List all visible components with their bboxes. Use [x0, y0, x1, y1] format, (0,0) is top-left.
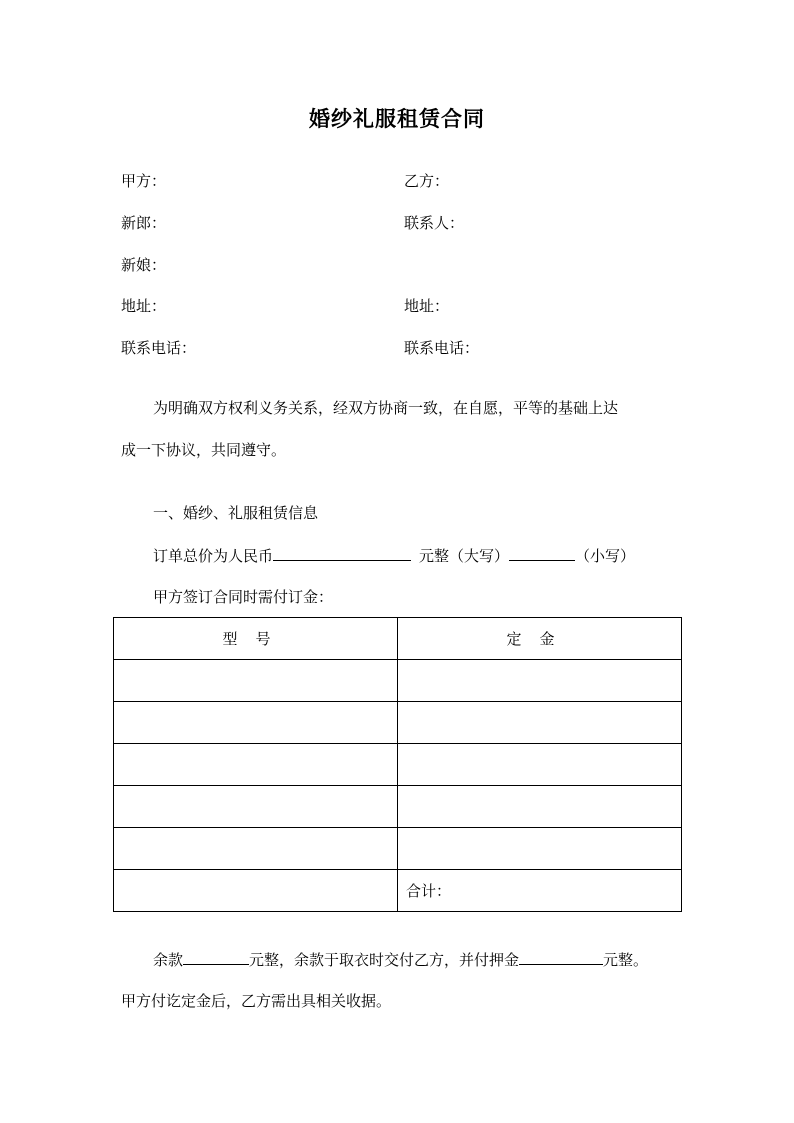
intro-line-1: 为明确双方权利义务关系，经双方协商一致，在自愿，平等的基础上达 — [153, 399, 619, 417]
cell-model — [114, 786, 398, 828]
order-total-line — [153, 544, 635, 566]
party-a-label: 甲方： — [121, 172, 167, 190]
cell-model — [114, 660, 398, 702]
address-b-label: 地址： — [404, 297, 450, 315]
cell-model — [114, 828, 398, 870]
address-a-label: 地址： — [121, 297, 167, 315]
order-total-suffix: （小写） — [575, 547, 636, 565]
total-label: 合计： — [398, 870, 682, 912]
document-title: 婚纱礼服租赁合同 — [309, 106, 485, 131]
party-b-label: 乙方： — [404, 172, 450, 190]
deposit-table — [113, 617, 682, 912]
table-header-row — [114, 618, 682, 660]
table-row — [114, 702, 682, 744]
balance-prefix: 余款 — [153, 951, 184, 969]
receipt-note: 甲方付讫定金后，乙方需出具相关收据。 — [121, 992, 392, 1010]
security-deposit-blank — [519, 948, 603, 965]
phone-a-label: 联系电话： — [121, 339, 197, 357]
cell-deposit — [398, 744, 682, 786]
balance-suffix: 元整。 — [603, 951, 649, 969]
intro-paragraph — [121, 387, 681, 471]
cell-deposit — [398, 660, 682, 702]
table-row — [114, 786, 682, 828]
phone-b-label: 联系电话： — [404, 339, 480, 357]
cell-model — [114, 744, 398, 786]
order-total-middle: 元整（大写） — [419, 547, 510, 565]
order-total-amount-blank — [273, 544, 411, 561]
table-row — [114, 744, 682, 786]
balance-middle: 元整，余款于取衣时交付乙方，并付押金 — [249, 951, 520, 969]
table-total-row — [114, 870, 682, 912]
header-model: 型号 — [114, 618, 398, 660]
cell-deposit — [398, 828, 682, 870]
cell-model — [114, 702, 398, 744]
cell-deposit — [398, 702, 682, 744]
contact-person-label: 联系人： — [404, 214, 465, 232]
order-total-prefix: 订单总价为人民币 — [153, 547, 274, 565]
balance-amount-blank — [183, 948, 249, 965]
balance-line — [153, 948, 648, 970]
deposit-intro: 甲方签订合同时需付订金： — [153, 588, 334, 606]
bride-label: 新娘： — [121, 256, 167, 274]
groom-label: 新郎： — [121, 214, 167, 232]
cell-model — [114, 870, 398, 912]
header-deposit: 定金 — [398, 618, 682, 660]
cell-deposit — [398, 786, 682, 828]
table-row — [114, 660, 682, 702]
intro-line-2: 成一下协议，共同遵守。 — [121, 441, 287, 459]
order-total-lowercase-blank — [509, 544, 575, 561]
table-row — [114, 828, 682, 870]
section-1-heading: 一、婚纱、礼服租赁信息 — [153, 504, 319, 522]
